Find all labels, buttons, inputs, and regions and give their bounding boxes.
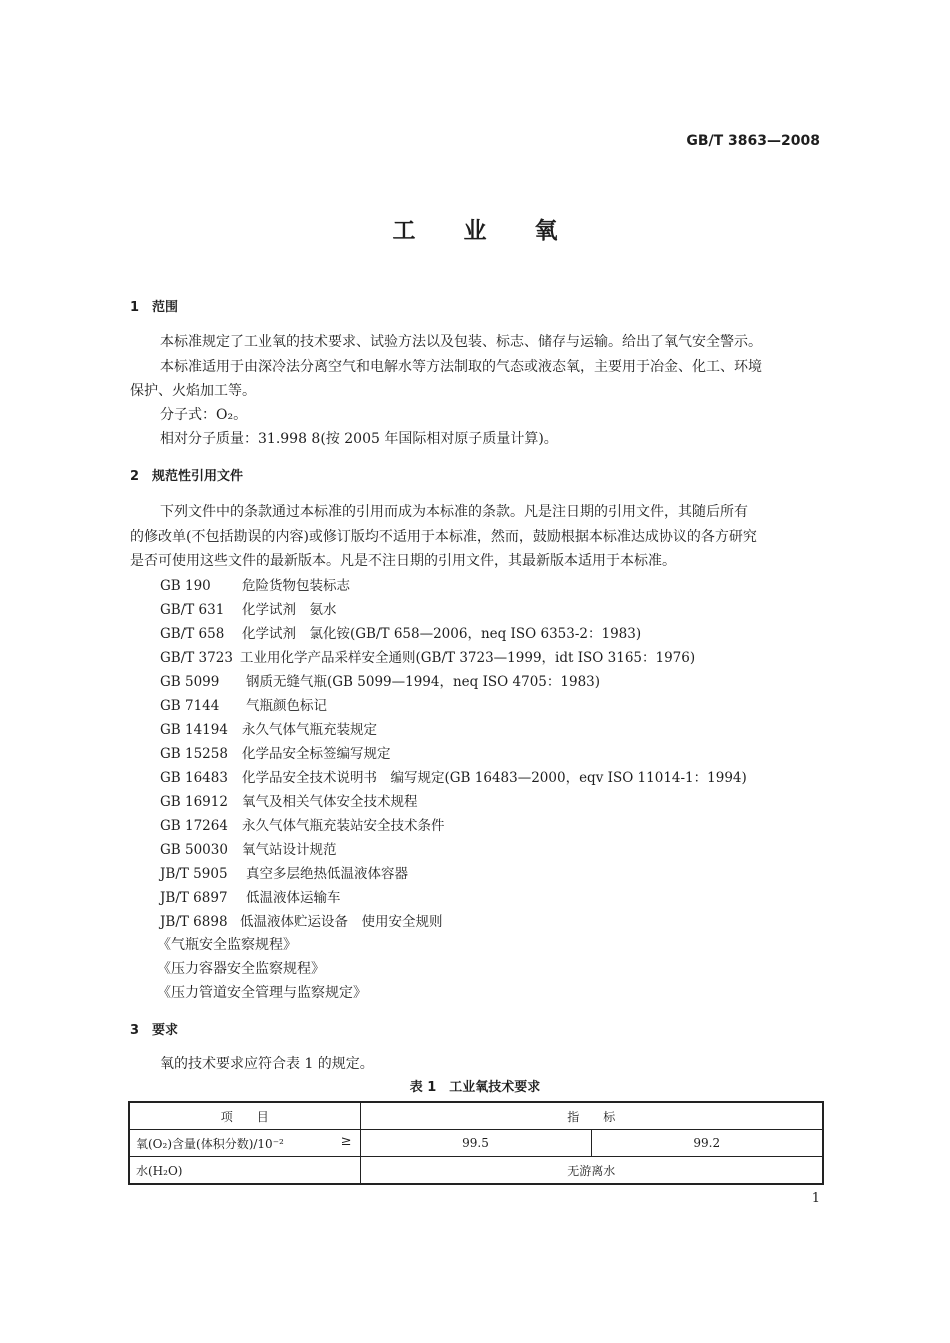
reference-code: GB 7144 — [160, 698, 220, 714]
oxygen-value-2: 99.2 — [591, 1130, 823, 1157]
regulation-reference: 《气瓶安全监察规程》 — [157, 937, 297, 953]
reference-code: GB 5099 — [160, 674, 220, 690]
section-title: 要求 — [152, 1023, 179, 1038]
references-intro-line-2: 的修改单(不包括勘误的内容)或修订版均不适用于本标准，然而，鼓励根据本标准达成协议的各方研究 — [130, 529, 757, 545]
scope-paragraph-1: 本标准规定了工业氧的技术要求、试验方法以及包装、标志、储存与运输。给出了氧气安全警示。 — [160, 334, 762, 350]
reference-title: 化学品安全标签编写规定 — [242, 746, 391, 762]
reference-code: JB/T 5905 — [160, 866, 228, 882]
reference-item — [160, 694, 327, 714]
reference-code: GB 16483 — [160, 770, 228, 786]
reference-title: 化学试剂 氯化铵(GB/T 658—2006，neq ISO 6353-2：1983) — [242, 626, 642, 642]
table-row — [129, 1157, 823, 1185]
header-index: 指 标 — [360, 1102, 823, 1130]
molecular-mass: 相对分子质量：31.998 8(按 2005 年国际相对原子质量计算)。 — [160, 431, 558, 447]
reference-code: GB 16912 — [160, 794, 228, 810]
reference-item — [160, 838, 337, 858]
reference-item — [160, 670, 600, 690]
reference-item — [160, 742, 391, 762]
table-header-row — [129, 1102, 823, 1130]
reference-code: GB/T 3723 — [160, 650, 233, 666]
reference-code: GB 14194 — [160, 722, 228, 738]
section-2-heading — [130, 465, 243, 484]
table-row — [129, 1130, 823, 1157]
water-item: 水(H₂O) — [129, 1157, 360, 1185]
reference-item — [160, 598, 337, 618]
reference-code: GB 15258 — [160, 746, 228, 762]
reference-title: 化学品安全技术说明书 编写规定(GB 16483—2000，eqv ISO 11014-1：1994) — [242, 770, 747, 786]
reference-title: 低温液体贮运设备 使用安全规则 — [240, 914, 443, 930]
reference-title: 真空多层绝热低温液体容器 — [246, 866, 408, 882]
reference-title: 钢质无缝气瓶(GB 5099—1994，neq ISO 4705：1983) — [246, 674, 601, 690]
reference-item — [160, 718, 377, 738]
scope-paragraph-2-line-2: 保护、火焰加工等。 — [130, 383, 256, 399]
reference-title: 工业用化学产品采样安全通则(GB/T 3723—1999，idt ISO 3165：1976) — [240, 650, 696, 666]
references-intro-line-3: 是否可使用这些文件的最新版本。凡是不注日期的引用文件，其最新版本适用于本标准。 — [130, 553, 676, 569]
section-number: 2 — [130, 469, 140, 484]
reference-code: JB/T 6897 — [160, 890, 228, 906]
section-title: 范围 — [152, 300, 179, 315]
reference-item — [160, 814, 445, 834]
page-number: 1 — [811, 1191, 820, 1206]
reference-item — [160, 862, 408, 882]
regulation-reference: 《压力管道安全管理与监察规定》 — [157, 985, 367, 1001]
oxygen-content-item: 氧(O₂)含量(体积分数)/10⁻² — [136, 1136, 284, 1151]
header-item: 项 目 — [129, 1102, 360, 1130]
ge-symbol: ≥ — [340, 1134, 352, 1149]
molecular-formula: 分子式：O₂。 — [160, 407, 248, 423]
section-3-heading — [130, 1019, 178, 1038]
reference-item — [160, 790, 418, 810]
standard-number: GB/T 3863—2008 — [686, 133, 820, 149]
document-title: 工业氧 — [392, 218, 606, 244]
requirements-table — [128, 1101, 824, 1185]
regulation-reference: 《压力容器安全监察规程》 — [157, 961, 325, 977]
scope-paragraph-2-line-1: 本标准适用于由深冷法分离空气和电解水等方法制取的气态或液态氧，主要用于冶金、化工、环境 — [160, 359, 762, 375]
reference-code: GB/T 631 — [160, 602, 225, 618]
reference-title: 氧气站设计规范 — [242, 842, 337, 858]
reference-code: JB/T 6898 — [160, 914, 228, 930]
reference-item — [160, 574, 350, 594]
section-title: 规范性引用文件 — [152, 469, 244, 484]
section-number: 3 — [130, 1023, 140, 1038]
reference-item — [160, 622, 641, 642]
reference-title: 低温液体运输车 — [246, 890, 341, 906]
reference-title: 氧气及相关气体安全技术规程 — [242, 794, 418, 810]
reference-item — [160, 766, 747, 786]
reference-title: 气瓶颜色标记 — [246, 698, 327, 714]
section-1-heading — [130, 296, 178, 315]
reference-code: GB 50030 — [160, 842, 228, 858]
reference-item — [160, 646, 695, 666]
reference-code: GB/T 658 — [160, 626, 225, 642]
table-caption: 表 1 工业氧技术要求 — [409, 1080, 541, 1095]
reference-title: 危险货物包装标志 — [242, 578, 350, 594]
references-intro-line-1: 下列文件中的条款通过本标准的引用而成为本标准的条款。凡是注日期的引用文件，其随后所有 — [160, 504, 748, 520]
section-number: 1 — [130, 300, 140, 315]
water-value: 无游离水 — [360, 1157, 823, 1185]
reference-code: GB 17264 — [160, 818, 228, 834]
reference-title: 化学试剂 氨水 — [242, 602, 337, 618]
reference-item — [160, 910, 443, 930]
reference-item — [160, 886, 341, 906]
reference-title: 永久气体气瓶充装站安全技术条件 — [242, 818, 445, 834]
oxygen-content-label — [129, 1130, 360, 1157]
requirements-intro: 氧的技术要求应符合表 1 的规定。 — [160, 1056, 374, 1072]
oxygen-value-1: 99.5 — [360, 1130, 591, 1157]
reference-title: 永久气体气瓶充装规定 — [242, 722, 377, 738]
reference-code: GB 190 — [160, 578, 211, 594]
